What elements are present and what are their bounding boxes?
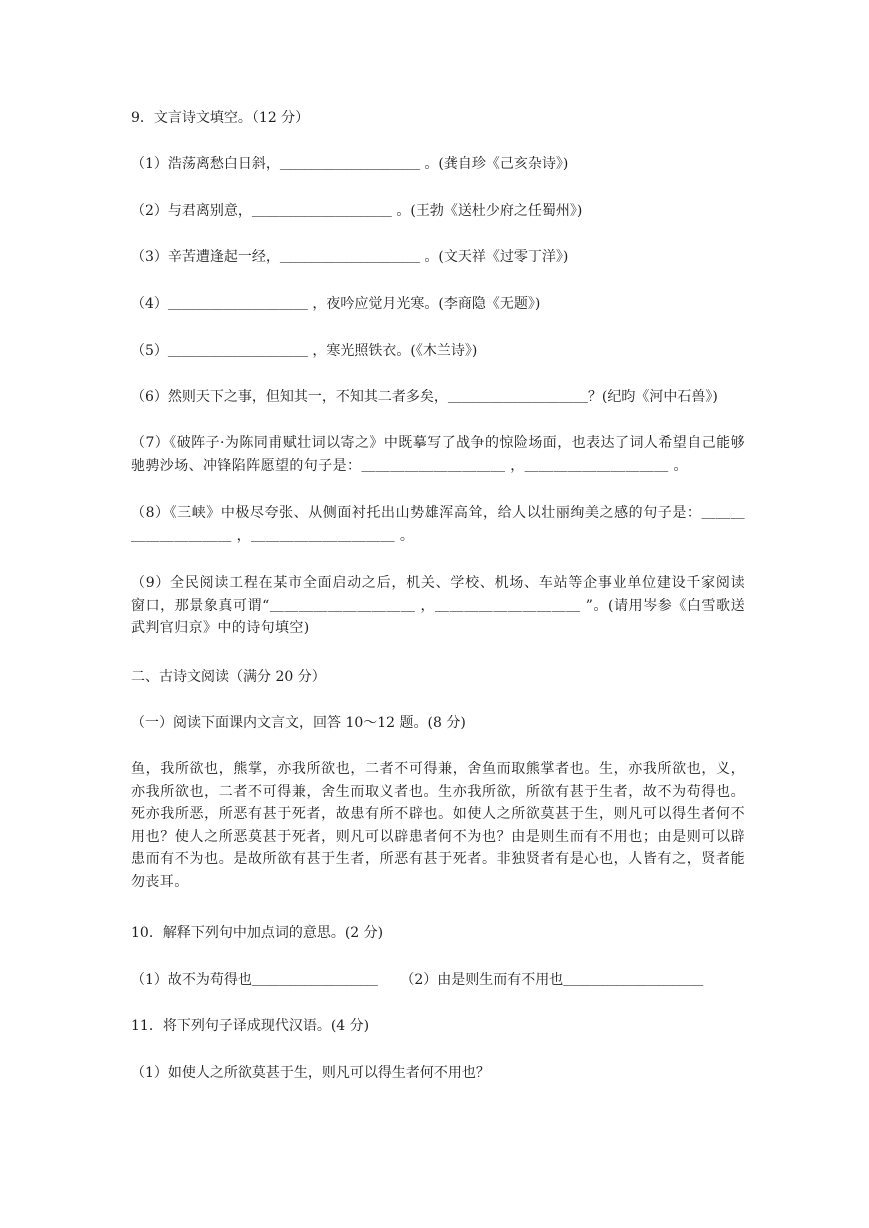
q11-item-1: （1）如使人之所欲莫甚于生，则凡可以得生者何不用也？ [131, 1065, 490, 1081]
section-2-title: 二、古诗文阅读（满分 20 分） [131, 669, 326, 685]
section-2-subheading: （一）阅读下面课内文言文，回答 10～12 题。(8 分) [131, 715, 466, 731]
q10-part-2: （2）由是则生而有不用也＿＿＿＿＿＿＿＿＿＿ [400, 972, 704, 988]
q9-item-4: （4）＿＿＿＿＿＿＿＿＿＿ ，夜吟应觉月光寒。(李商隐《无题》) [131, 296, 541, 312]
classical-passage: 鱼，我所欲也，熊掌，亦我所欲也，二者不可得兼，舍鱼而取熊掌者也。生，亦我所欲也，义，亦我所欲也，二者不可得兼，舍生而取义者也。生亦我所欲，所欲有甚于生者，故不为苟得也。死亦我所恶，所恶有甚于死者，故患有所不辟也。如使人之所欲莫甚于生，则凡可以得生者何不用也？使人之所恶莫甚于死者，则凡可以辟患者何不为也？由是则生而有不用也；由是则可以辟患而有不为也。是故所欲有甚于生者，所恶有甚于死者。非独贤者有是心也，人皆有之，贤者能勿丧耳。 [131, 761, 745, 890]
question-11-title: 11．将下列句子译成现代汉语。(4 分) [131, 1018, 370, 1034]
q9-item-2: （2）与君离别意，＿＿＿＿＿＿＿＿＿＿ 。(王勃《送杜少府之任蜀州》) [131, 203, 583, 219]
question-9-title: 9．文言诗文填空。（12 分） [131, 110, 310, 126]
q9-item-8: （8）《三峡》中极尽夸张、从侧面衬托出山势雄浑高耸，给人以壮丽绚美之感的句子是：＿＿＿＿＿＿＿＿＿＿ ，＿＿＿＿＿＿＿＿＿＿ 。 [131, 505, 745, 544]
q9-item-9: （9）全民阅读工程在某市全面启动之后，机关、学校、机场、车站等企事业单位建设千家阅读窗口，那景象真可谓“＿＿＿＿＿＿＿＿＿＿ ，＿＿＿＿＿＿＿＿＿＿ ”。(请用岑参《白雪歌送武判官归京》中的诗句填空) [131, 575, 745, 636]
q9-item-5: （5）＿＿＿＿＿＿＿＿＿＿ ，寒光照铁衣。(《木兰诗》) [131, 343, 478, 359]
q10-part-1: （1）故不为苟得也＿＿＿＿＿＿＿＿＿ [131, 972, 378, 988]
q9-item-1: （1）浩荡离愁白日斜，＿＿＿＿＿＿＿＿＿＿ 。(龚自珍《己亥杂诗》) [131, 156, 569, 172]
question-10-title: 10．解释下列句中加点词的意思。(2 分) [131, 925, 384, 941]
question-10-parts [131, 969, 703, 991]
q9-item-7: （7）《破阵子·为陈同甫赋壮词以寄之》中既摹写了战争的惊险场面，也表达了词人希望自己能够驰骋沙场、冲锋陷阵愿望的句子是：＿＿＿＿＿＿＿＿＿＿ ，＿＿＿＿＿＿＿＿＿＿ 。 [131, 435, 745, 474]
q9-item-3: （3）辛苦遭逢起一经，＿＿＿＿＿＿＿＿＿＿ 。(文天祥《过零丁洋》) [131, 249, 569, 265]
q9-item-6: （6）然则天下之事，但知其一，不知其二者多矣，＿＿＿＿＿＿＿＿＿＿？(纪昀《河中石兽》) [131, 389, 718, 405]
